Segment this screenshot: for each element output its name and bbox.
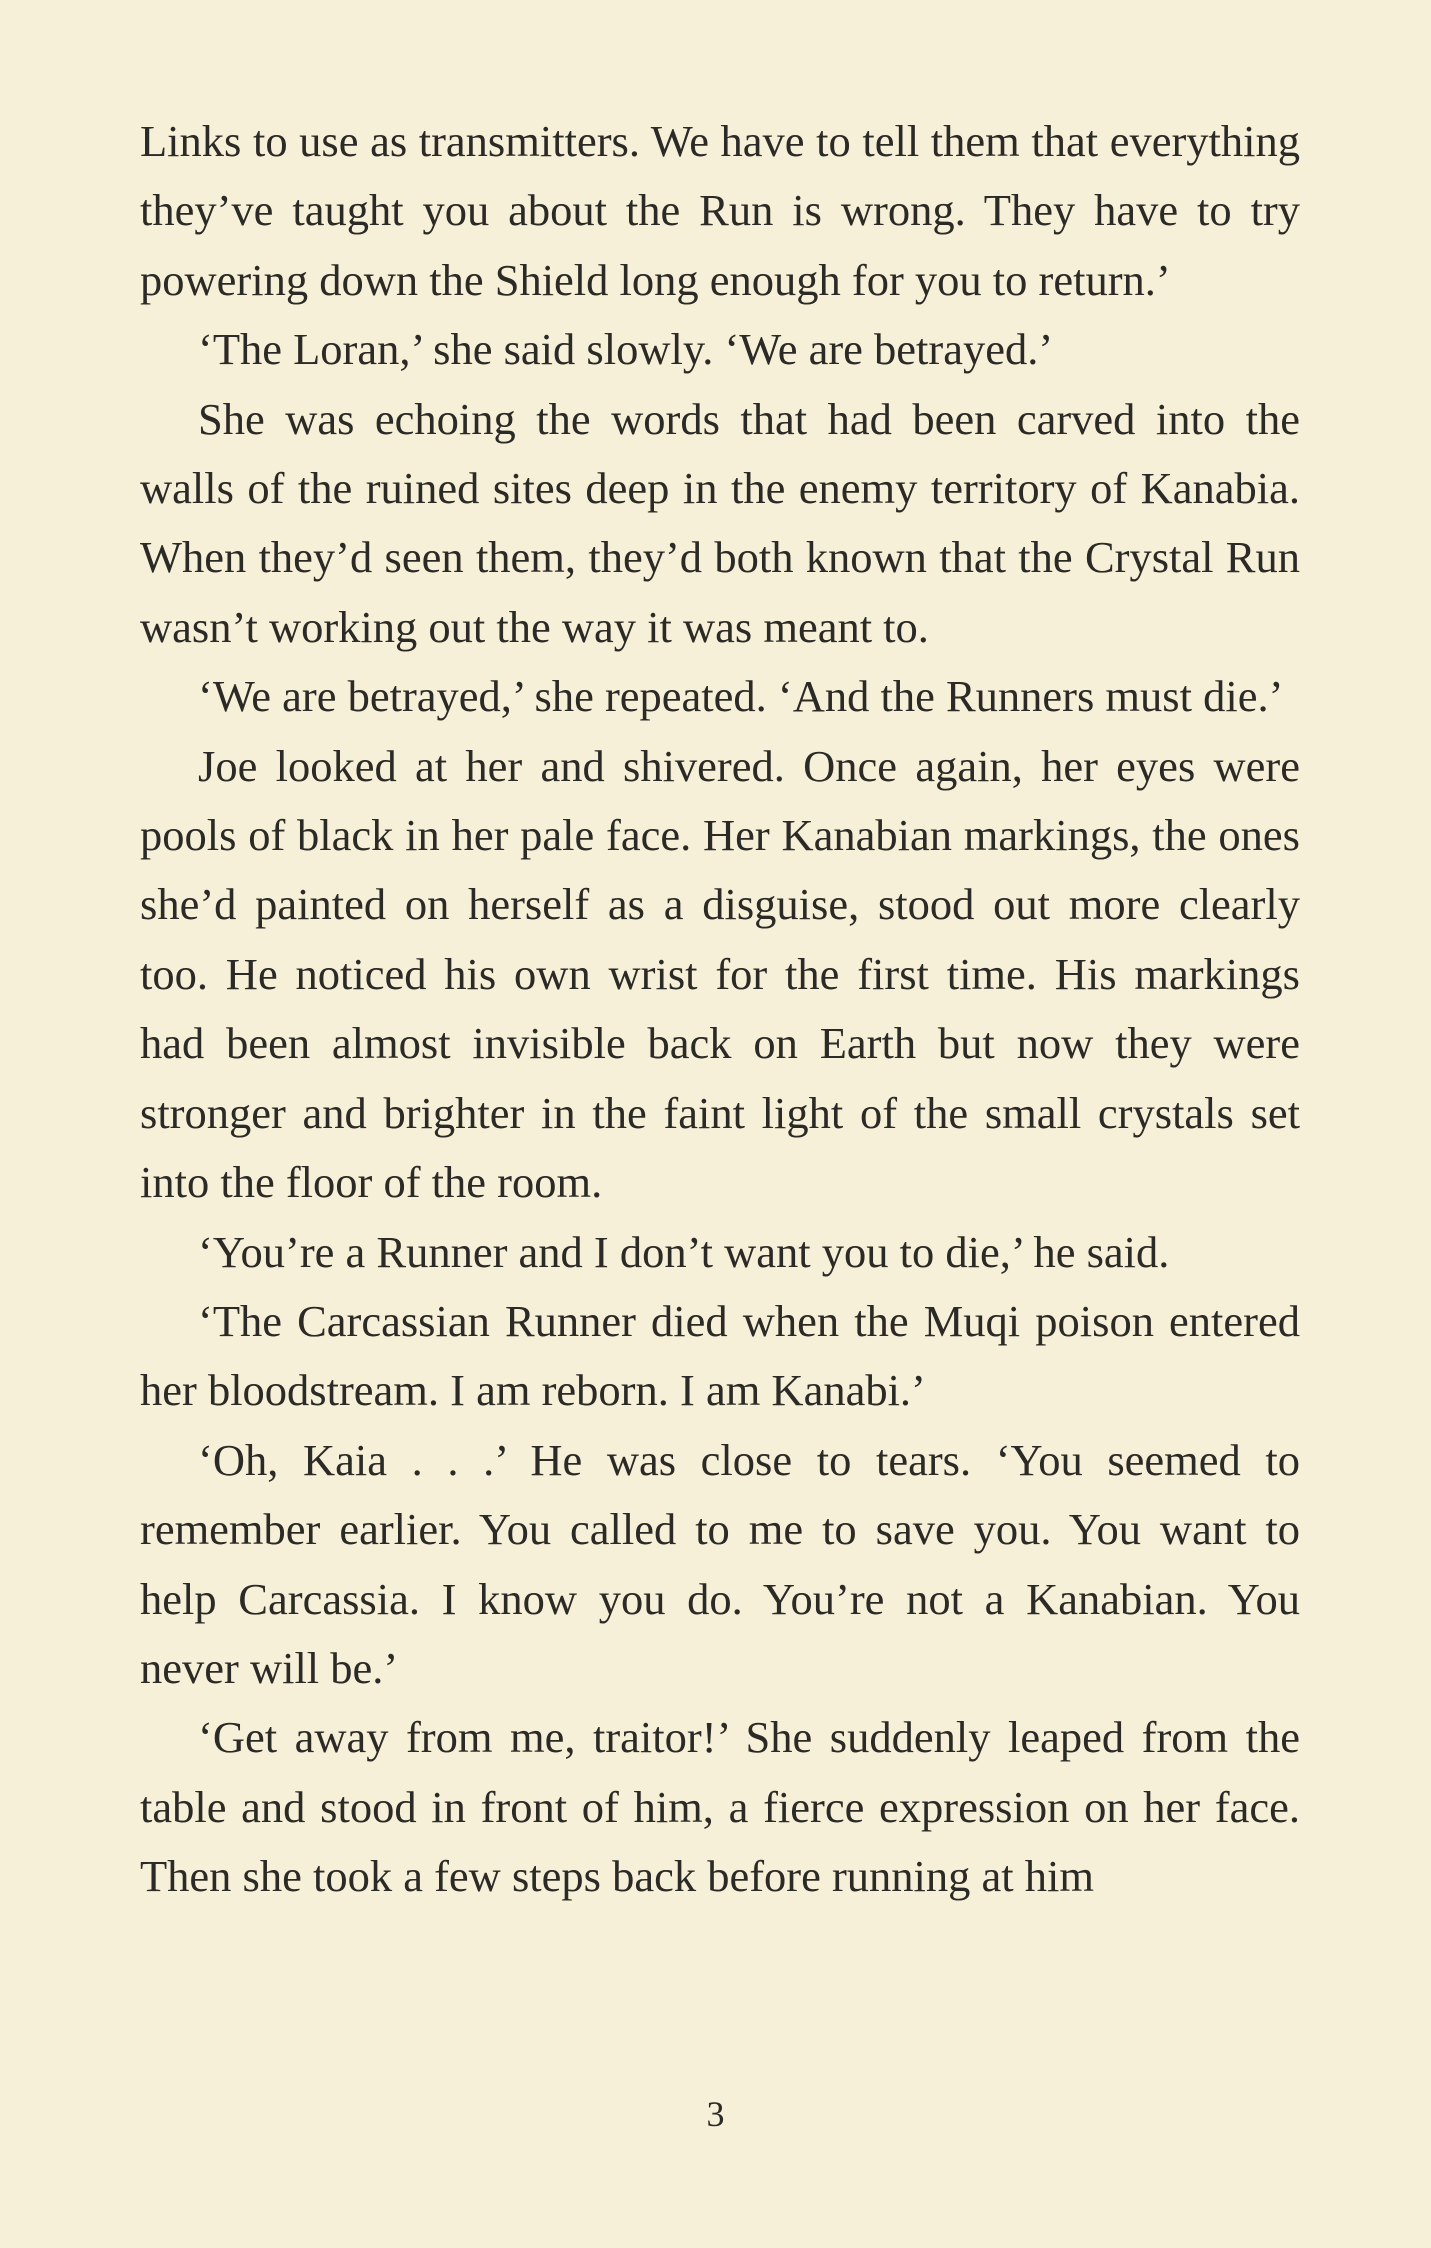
paragraph: Links to use as transmitters. We have to tell them that everything they’ve taught you about the Run is wrong. They have to try powering down the Shield long enough for you to return.’ — [140, 116, 1300, 305]
paragraph: ‘We are betrayed,’ she repeated. ‘And the Runners must die.’ — [198, 671, 1284, 722]
paragraph: ‘You’re a Runner and I don’t want you to die,’ he said. — [198, 1226, 1170, 1277]
paragraph: ‘Oh, Kaia . . .’ He was close to tears. ‘You seemed to remember earlier. You called to me to save you. You want to help Carcassia. I know you do. You’re not a Kanabian. You never will be.’ — [140, 1434, 1300, 1693]
paragraph: ‘The Loran,’ she said slowly. ‘We are betrayed.’ — [198, 324, 1054, 375]
page-number: 3 — [706, 2094, 725, 2134]
paragraph: She was echoing the words that had been carved into the walls of the ruined sites deep in the enemy territory of Kanabia. When they’d seen them, they’d both known that the Crystal Run wasn’t working out the way it was meant to. — [140, 393, 1300, 652]
paragraph: Joe looked at her and shivered. Once again, her eyes were pools of black in her pale face. Her Kanabian markings, the ones she’d painted on herself as a disguise, stood out more clearly too. He noticed his own wrist for the first time. His markings had been almost invisible back on Earth but now they were stronger and brighter in the faint light of the small crystals set into the floor of the room. — [140, 740, 1300, 1208]
body-text — [140, 107, 1300, 1912]
paragraph: ‘The Carcassian Runner died when the Muqi poison entered her bloodstream. I am reborn. I am Kanabi.’ — [140, 1295, 1300, 1416]
paragraph: ‘Get away from me, traitor!’ She suddenly leaped from the table and stood in front of him, a fierce expression on her face. Then she took a few steps back before running at him — [140, 1712, 1300, 1902]
